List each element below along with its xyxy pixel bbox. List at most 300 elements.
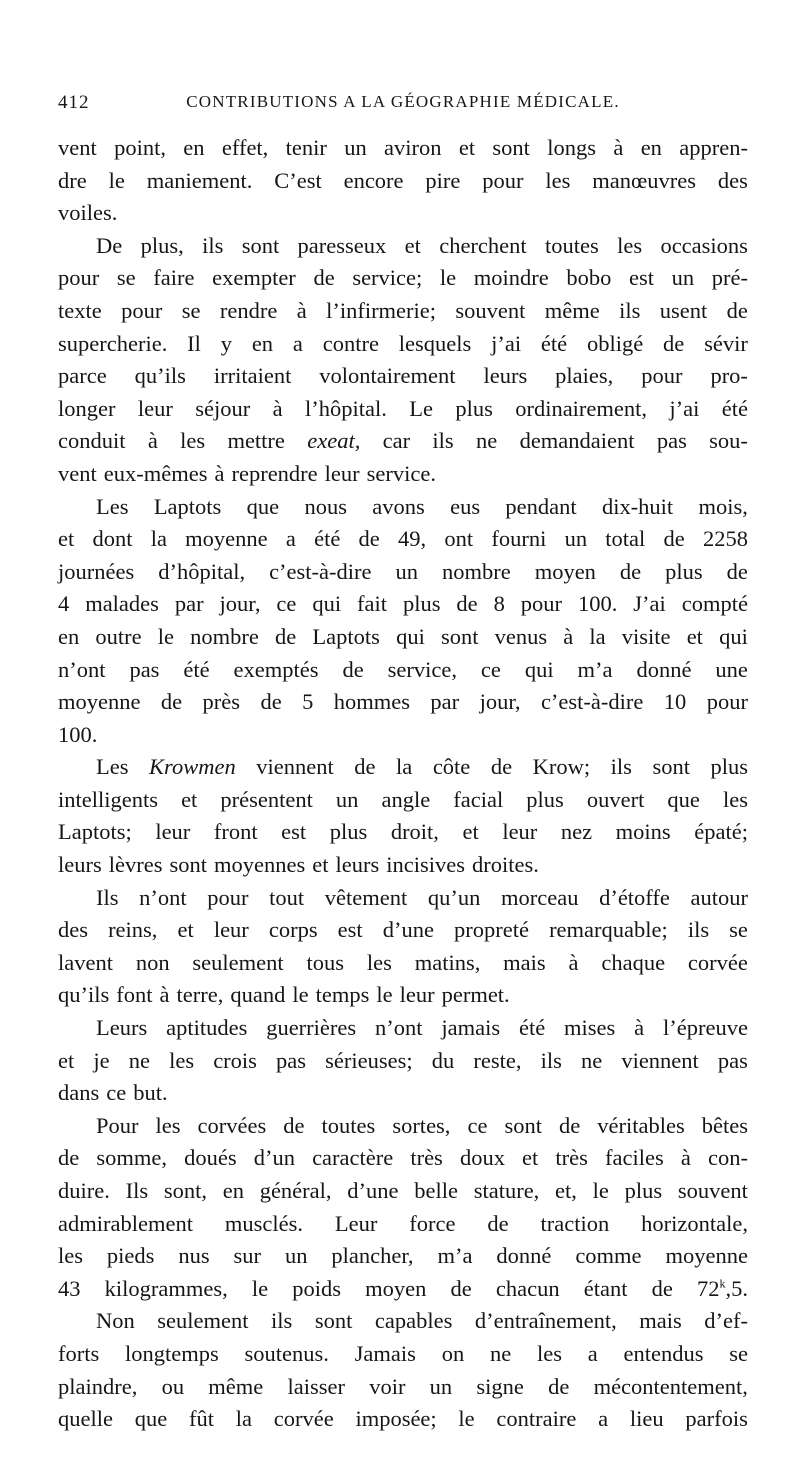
word: reprendre — [231, 460, 318, 486]
word: parfois — [685, 1406, 748, 1432]
word: mécontentement, — [593, 1373, 748, 1399]
word: service. — [366, 460, 436, 486]
word: à — [613, 135, 624, 160]
word: reins, — [108, 917, 158, 943]
word: dans — [58, 1080, 100, 1106]
word: 10 — [663, 689, 687, 715]
word: tous — [306, 949, 345, 975]
word: ils — [540, 1047, 562, 1073]
word: j’ai — [669, 395, 700, 421]
word: de — [456, 591, 478, 617]
word: de — [726, 297, 748, 323]
word: paresseux — [297, 232, 387, 258]
word: est — [629, 265, 655, 291]
word: 43 — [58, 1275, 81, 1301]
word: maniement. — [146, 167, 253, 193]
word: nous — [304, 493, 347, 519]
word: plus — [329, 819, 368, 845]
word: plus — [526, 786, 564, 812]
word: ce — [480, 656, 501, 682]
word: ou — [161, 1373, 185, 1399]
word: incisives — [386, 852, 465, 878]
word: seulement — [192, 949, 284, 975]
word: pendant — [505, 493, 577, 519]
running-title: CONTRIBUTIONS A LA GÉOGRAPHIE MÉDICALE. — [186, 92, 620, 111]
word: Le — [409, 395, 433, 421]
word: pro- — [710, 363, 748, 389]
text-line — [58, 556, 748, 589]
word: à — [680, 1145, 691, 1171]
word: le — [157, 623, 175, 649]
text-line — [58, 1175, 748, 1208]
word: plancher, — [331, 1243, 414, 1269]
word: lavent — [58, 949, 113, 975]
word: en — [222, 1178, 244, 1203]
word: ils — [610, 754, 632, 780]
word: même — [544, 297, 600, 323]
word: exeat, — [307, 428, 361, 454]
word: malades — [85, 591, 159, 617]
word: irritaient — [213, 363, 292, 389]
word: plus, — [140, 232, 184, 258]
word: j’ai — [491, 330, 522, 356]
text-line — [58, 165, 748, 198]
word: qui — [524, 656, 554, 682]
word: musclés. — [224, 1210, 303, 1236]
word: à — [568, 949, 579, 975]
word: pas — [656, 428, 687, 454]
word: mais — [503, 949, 546, 975]
word: Krowmen — [149, 754, 236, 780]
word: le — [592, 1178, 609, 1203]
word: exemptés — [233, 656, 319, 682]
word: plus — [624, 1178, 663, 1203]
word: doux — [459, 1145, 505, 1171]
word: le — [108, 167, 125, 193]
word: ouvert — [586, 786, 645, 812]
word: Ils — [96, 884, 119, 910]
word: que — [134, 1406, 168, 1432]
word: les — [155, 1112, 181, 1138]
word: usent — [659, 297, 708, 323]
word: ce — [276, 591, 297, 617]
word: imposée; — [355, 1406, 437, 1432]
word: moyennes — [214, 852, 306, 878]
word: nus — [178, 1243, 210, 1269]
word: faire — [153, 265, 195, 291]
word: un — [671, 265, 695, 291]
word: qu’ils — [134, 363, 186, 389]
word: de — [663, 330, 685, 356]
word: n’ont — [58, 656, 106, 682]
word: le — [251, 1275, 269, 1301]
word: 72$^k$,5. — [696, 1275, 748, 1301]
word: stature, — [473, 1178, 540, 1203]
word: tenir — [285, 135, 327, 160]
word: pour — [58, 265, 100, 291]
word: que — [667, 786, 700, 812]
word: de — [275, 623, 297, 649]
word: de — [450, 1275, 472, 1301]
word: moins — [615, 819, 671, 845]
word: qu’ils — [58, 982, 110, 1008]
word: en — [251, 330, 274, 356]
word: journées — [58, 558, 135, 584]
word: moyen — [534, 558, 596, 584]
word: forts — [58, 1340, 100, 1366]
word: un — [335, 786, 359, 812]
word: d’un — [253, 1145, 295, 1171]
word: corvée — [273, 1406, 334, 1432]
word: leur — [399, 982, 435, 1008]
word: ils — [687, 917, 710, 943]
word: un — [344, 135, 367, 160]
word: de — [283, 1112, 305, 1138]
word: de — [313, 265, 335, 291]
word: front — [213, 819, 258, 845]
word: de — [558, 1112, 581, 1138]
word: est — [337, 917, 363, 943]
word: seulement — [157, 1308, 249, 1334]
word: eus — [450, 493, 481, 519]
word: à — [147, 428, 158, 454]
word: avons — [372, 493, 425, 519]
word: les — [169, 1047, 195, 1073]
word: sur — [233, 1243, 262, 1269]
word: jour, — [219, 591, 261, 617]
text-line — [58, 1305, 748, 1338]
word: de — [490, 754, 513, 780]
word: les — [180, 428, 206, 454]
text-line — [58, 816, 748, 849]
word: poids — [292, 1275, 341, 1301]
word: je — [93, 1047, 110, 1073]
word: hommes — [333, 689, 411, 715]
word: les — [58, 1243, 83, 1269]
word: aviron — [384, 135, 442, 160]
text-line — [58, 979, 748, 1012]
word: un — [284, 1243, 308, 1269]
word: de — [342, 656, 364, 682]
word: sont — [314, 1308, 353, 1334]
word: tout — [269, 884, 305, 910]
word: des — [717, 167, 748, 193]
word: leur — [213, 917, 249, 943]
word: et — [462, 819, 479, 845]
word: leur — [324, 460, 360, 486]
word: souvent — [677, 1178, 748, 1203]
word: dix-huit — [601, 493, 674, 519]
word: épaté; — [694, 819, 748, 845]
word: service, — [387, 656, 457, 682]
word: Il — [187, 330, 201, 356]
text-line — [58, 262, 748, 295]
word: plus — [710, 754, 748, 780]
word: ils — [432, 428, 454, 454]
word: contre — [322, 330, 379, 356]
word: nombre — [441, 558, 511, 584]
text-line — [58, 588, 748, 621]
word: ne — [476, 428, 498, 454]
text-line — [58, 1012, 748, 1045]
word: but. — [133, 1080, 168, 1106]
word: ont — [444, 526, 474, 552]
word: appren- — [679, 135, 748, 160]
word: séjour — [195, 395, 251, 421]
word: sortes, — [392, 1112, 451, 1138]
word: corvées — [197, 1112, 267, 1138]
text-line — [58, 1045, 748, 1078]
word: ne — [580, 1047, 603, 1073]
word: leurs — [483, 363, 528, 389]
word: voir — [369, 1373, 406, 1399]
word: pour — [520, 591, 563, 617]
word: le — [439, 265, 457, 291]
text-line — [58, 1208, 748, 1241]
word: y — [220, 330, 232, 356]
page-number: 412 — [58, 92, 90, 113]
word: c’est-à-dire — [540, 689, 644, 715]
word: été — [518, 1015, 546, 1041]
word: pas — [276, 1047, 307, 1073]
word: et — [181, 786, 198, 812]
word: jour, — [479, 689, 521, 715]
word: pas — [717, 1047, 748, 1073]
word: à — [159, 982, 170, 1008]
word: 5 — [302, 689, 314, 715]
word: donné — [636, 656, 692, 682]
text-line — [58, 751, 748, 784]
word: à — [272, 395, 283, 421]
word: belle — [414, 1178, 458, 1203]
word: toutes — [545, 232, 599, 258]
word: de — [651, 1275, 673, 1301]
word: de — [726, 558, 748, 584]
word: les — [545, 167, 571, 193]
word: a — [587, 1340, 598, 1366]
word: et — [522, 1145, 539, 1171]
word: de — [358, 526, 380, 552]
word: leur — [137, 395, 173, 421]
word: d’hôpital, — [158, 558, 246, 584]
word: qui — [396, 623, 425, 649]
word: la — [235, 1406, 252, 1432]
word: chacun — [495, 1275, 560, 1301]
word: de — [663, 526, 685, 552]
word: donné — [496, 1243, 552, 1269]
word: a — [285, 526, 296, 552]
word: cherchent — [439, 232, 527, 258]
word: été — [314, 526, 341, 552]
body-text — [58, 132, 748, 1436]
word: admirablement — [58, 1210, 193, 1236]
word: 2258 — [702, 526, 748, 552]
word: ordinairement, — [515, 395, 648, 421]
word: pour — [641, 363, 683, 389]
word: en — [640, 135, 662, 160]
word: qu’un — [427, 884, 481, 910]
word: moyenne — [185, 526, 268, 552]
word: quand — [230, 982, 286, 1008]
word: ils — [619, 297, 641, 323]
word: laisser — [287, 1373, 345, 1399]
word: C’est — [274, 167, 322, 193]
word: et — [177, 917, 194, 943]
word: très — [555, 1145, 588, 1171]
word: on — [441, 1340, 465, 1366]
word: bêtes — [701, 1112, 748, 1138]
word: que — [246, 493, 280, 519]
word: été — [183, 656, 210, 682]
word: remarquable; — [549, 917, 668, 943]
word: m’a — [577, 656, 613, 682]
word: permet. — [441, 982, 510, 1008]
word: un — [564, 526, 588, 552]
word: service; — [352, 265, 423, 291]
word: et, — [555, 1178, 577, 1203]
word: aptitudes — [166, 1015, 248, 1041]
word: morceau — [500, 884, 579, 910]
word: sont, — [163, 1178, 207, 1203]
word: sou- — [709, 428, 748, 454]
text-line — [58, 197, 748, 230]
word: moyen — [365, 1275, 427, 1301]
word: se — [729, 917, 748, 943]
word: jamais — [441, 1015, 501, 1041]
word: à — [214, 460, 225, 486]
word: d’ef- — [704, 1308, 748, 1334]
word: à — [296, 297, 307, 323]
word: une — [715, 656, 748, 682]
word: et — [58, 1047, 75, 1073]
word: moyenne — [58, 689, 141, 715]
word: vent — [58, 135, 97, 160]
text-line — [58, 849, 748, 882]
word: plus — [455, 395, 493, 421]
word: de — [160, 689, 183, 715]
text-line — [58, 132, 748, 165]
word: mettre — [227, 428, 285, 454]
word: J’ai — [633, 591, 666, 617]
text-line — [58, 1142, 748, 1175]
word: l’hôpital. — [304, 395, 387, 421]
word: est — [281, 819, 307, 845]
word: sont — [504, 1112, 542, 1138]
word: des — [58, 917, 88, 943]
word: facial — [453, 786, 504, 812]
text-line — [58, 1240, 748, 1273]
word: Les — [96, 493, 129, 519]
word: voiles. — [58, 200, 118, 226]
word: leurs — [335, 852, 380, 878]
word: ce — [467, 1112, 488, 1138]
word: par — [430, 689, 460, 715]
word: visite — [621, 623, 671, 649]
word: texte — [58, 297, 102, 323]
text-line — [58, 295, 748, 328]
word: à — [563, 623, 574, 649]
word: ne — [489, 1340, 512, 1366]
word: chaque — [601, 949, 666, 975]
word: la — [396, 754, 413, 780]
word: con- — [707, 1145, 748, 1171]
word: non — [135, 949, 170, 975]
text-line — [58, 947, 748, 980]
word: ils — [271, 1308, 293, 1334]
word: et — [458, 135, 476, 160]
word: qui — [312, 591, 342, 617]
word: angle — [381, 786, 431, 812]
word: Leurs — [96, 1015, 148, 1041]
word: d’une — [382, 917, 434, 943]
word: comme — [575, 1243, 642, 1269]
word: et — [686, 623, 703, 649]
word: obligé — [586, 330, 644, 356]
word: un — [429, 1373, 453, 1399]
word: lieu — [629, 1406, 664, 1432]
word: par — [174, 591, 204, 617]
text-line — [58, 621, 748, 654]
word: plaindre, — [58, 1373, 138, 1399]
text-line — [58, 654, 748, 687]
word: effet, — [221, 135, 269, 160]
text-line — [58, 882, 748, 915]
word: sont — [492, 135, 530, 160]
word: souvent — [455, 297, 526, 323]
word: de — [58, 1145, 80, 1171]
word: les — [536, 1340, 562, 1366]
word: Non — [96, 1308, 135, 1334]
word: fait — [357, 591, 388, 617]
word: 8 — [493, 591, 505, 617]
word: l’épreuve — [663, 1015, 748, 1041]
word: rendre — [219, 297, 278, 323]
word: même — [208, 1373, 264, 1399]
word: total — [605, 526, 646, 552]
word: somme, — [96, 1145, 167, 1171]
word: quelle — [58, 1406, 113, 1432]
word: Ils — [125, 1178, 149, 1203]
word: force — [409, 1210, 456, 1236]
word: duire. — [58, 1178, 110, 1203]
word: caractère — [312, 1145, 394, 1171]
word: droites. — [471, 852, 539, 878]
word: leur — [155, 819, 191, 845]
word: viennent — [256, 754, 334, 780]
word: Laptots; — [58, 819, 132, 845]
word: pas — [129, 656, 160, 682]
word: dre — [58, 167, 87, 193]
text-line — [58, 523, 748, 556]
word: nombre — [190, 623, 259, 649]
word: le — [292, 982, 309, 1008]
word: l’infirmerie; — [326, 297, 437, 323]
word: outre — [95, 623, 142, 649]
text-line — [58, 425, 748, 458]
word: vêtement — [324, 884, 408, 910]
word: et — [312, 852, 329, 878]
word: de — [548, 1373, 570, 1399]
word: les — [366, 949, 392, 975]
word: Les — [96, 754, 129, 780]
word: entendus — [623, 1340, 704, 1366]
word: car — [382, 428, 411, 454]
word: supercherie. — [58, 330, 168, 356]
word: longer — [58, 395, 116, 421]
word: pour — [121, 297, 163, 323]
word: le — [458, 1406, 475, 1432]
word: traction — [540, 1210, 610, 1236]
